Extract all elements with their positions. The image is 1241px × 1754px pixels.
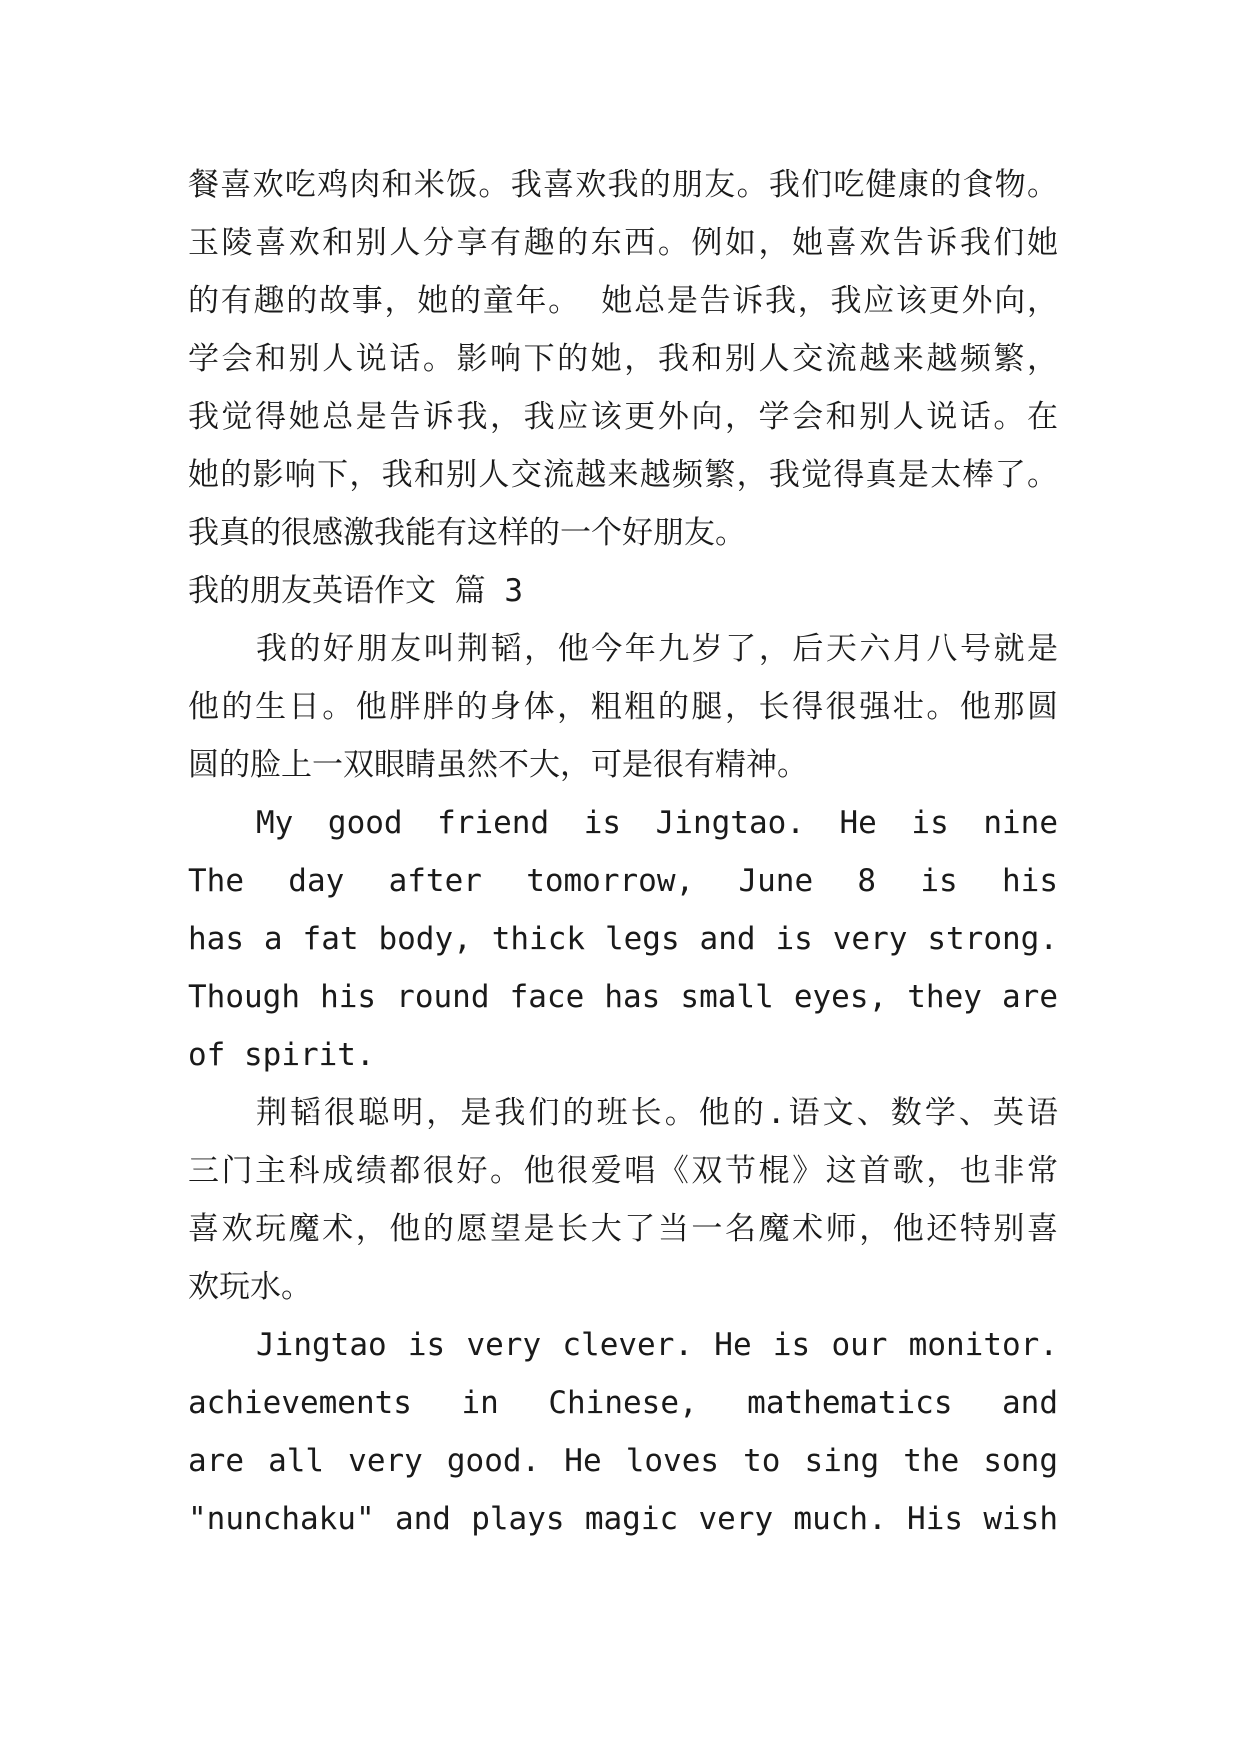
paragraph-4 [188, 1084, 1058, 1316]
text-line: are all very good. He loves to sing the song [188, 1443, 1058, 1479]
text-line: 圆的脸上一双眼睛虽然不大，可是很有精神。 [188, 747, 808, 783]
paragraph-5 [188, 1316, 1058, 1548]
text-line: Jingtao is very clever. He is our monitor. [256, 1327, 1058, 1363]
text-line: The day after tomorrow, June 8 is his [188, 863, 1058, 899]
text-line: 的有趣的故事，她的童年。 她总是告诉我，我应该更外向， [188, 283, 1058, 319]
text-line: My good friend is Jingtao. He is nine [256, 805, 1058, 841]
text-line: 我真的很感激我能有这样的一个好朋友。 [188, 515, 746, 551]
paragraph-2 [188, 620, 1058, 794]
text-line: 我觉得她总是告诉我，我应该更外向，学会和别人说话。在 [188, 399, 1058, 435]
paragraph-3 [188, 794, 1058, 1084]
section-heading: 我的朋友英语作文 篇 3 [188, 573, 523, 609]
text-line: 她的影响下，我和别人交流越来越频繁，我觉得真是太棒了。 [188, 457, 1058, 493]
text-line: 三门主科成绩都很好。他很爱唱《双节棍》这首歌，也非常 [188, 1153, 1058, 1189]
text-line: 欢玩水。 [188, 1269, 312, 1305]
text-line: "nunchaku" and plays magic very much. His wish [188, 1501, 1058, 1537]
text-line: 学会和别人说话。影响下的她，我和别人交流越来越频繁， [188, 341, 1058, 377]
text-line: 餐喜欢吃鸡肉和米饭。我喜欢我的朋友。我们吃健康的食物。 [188, 167, 1058, 203]
text-line: has a fat body, thick legs and is very strong. [188, 921, 1058, 957]
document-body [188, 156, 1058, 1548]
text-line: Though his round face has small eyes, they are [188, 979, 1058, 1015]
text-line: of spirit. [188, 1037, 375, 1073]
text-line: 玉陵喜欢和别人分享有趣的东西。例如，她喜欢告诉我们她 [188, 225, 1058, 261]
text-line: 他的生日。他胖胖的身体，粗粗的腿，长得很强壮。他那圆 [188, 689, 1058, 725]
text-line: achievements in Chinese, mathematics and [188, 1385, 1058, 1421]
paragraph-1 [188, 156, 1058, 562]
text-line: 喜欢玩魔术，他的愿望是长大了当一名魔术师，他还特别喜 [188, 1211, 1058, 1247]
text-line: 荆韬很聪明，是我们的班长。他的.语文、数学、英语 [256, 1095, 1058, 1131]
text-line: 我的好朋友叫荆韬，他今年九岁了，后天六月八号就是 [256, 631, 1058, 667]
